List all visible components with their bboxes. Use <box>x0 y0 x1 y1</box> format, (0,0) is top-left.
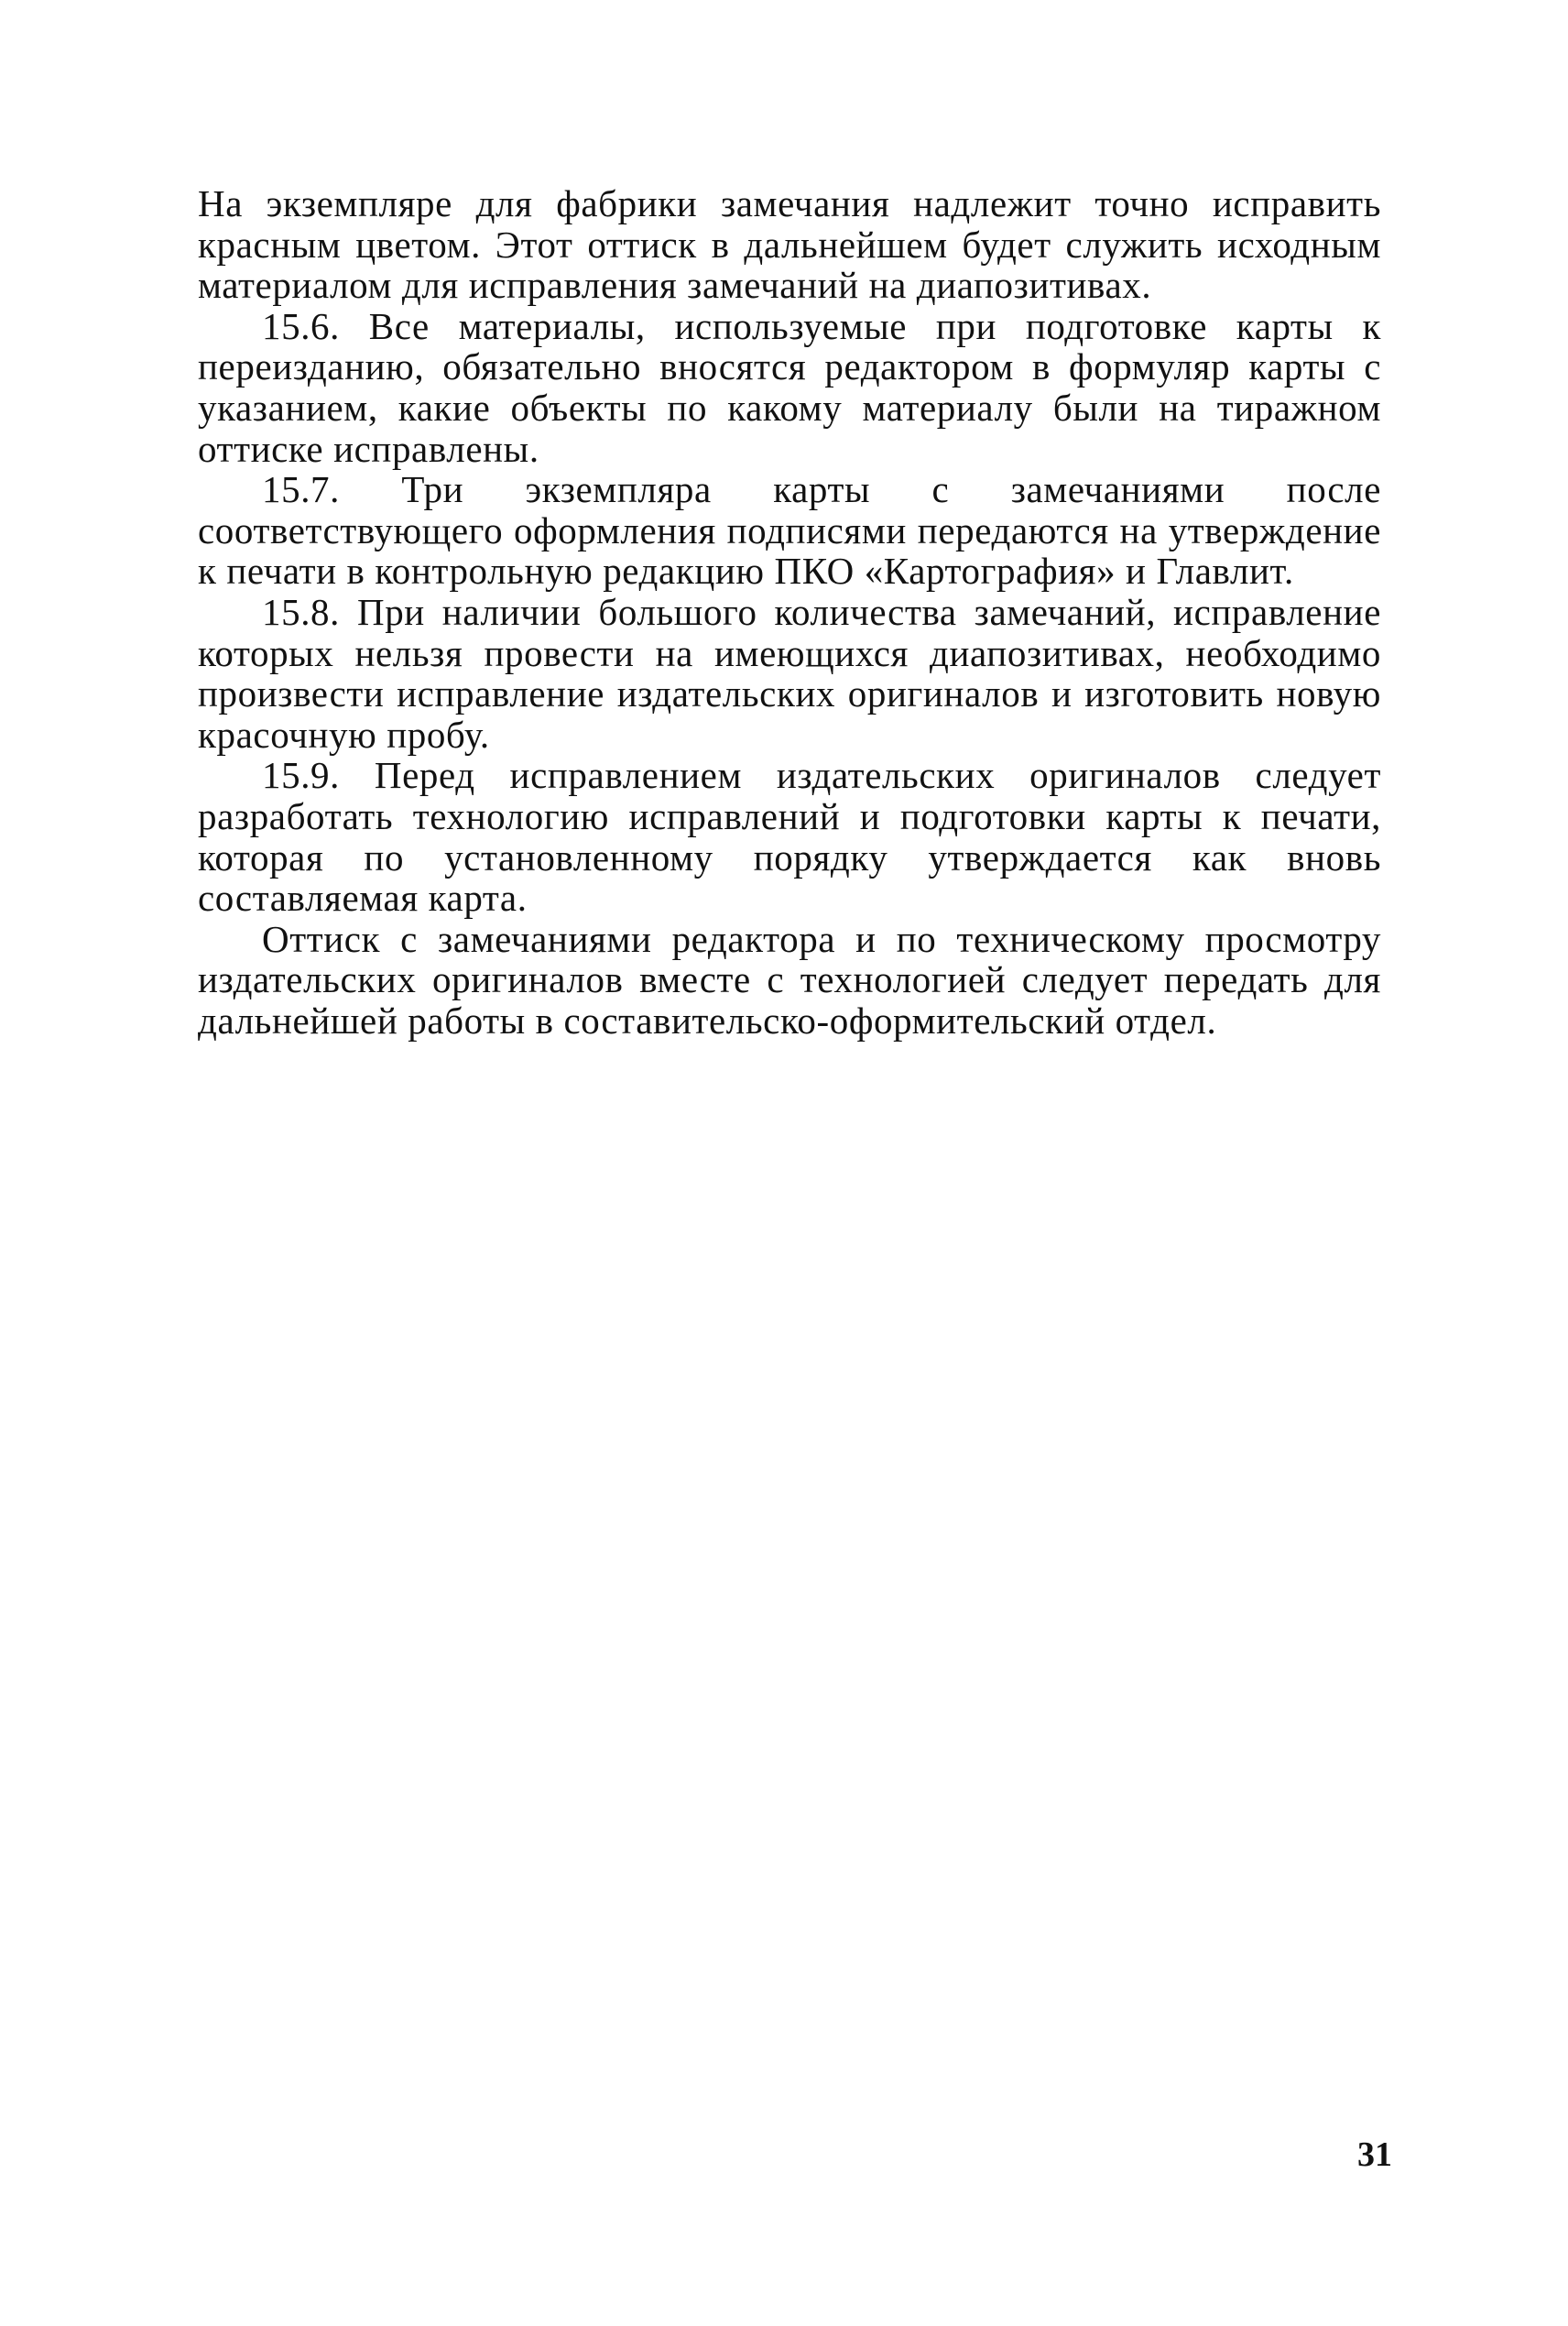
paragraph-intro: На экземпляре для фабрики замечания надлежит точно исправить красным цветом. Этот оттиск в дальнейшем будет служить исходным материалом для исправления замечаний на диапозитивах. <box>198 182 1381 307</box>
paragraph-15-6: 15.6. Все материалы, используемые при подготовке карты к переизданию, обязательно вносятся редактором в формуляр карты с указанием, какие объекты по какому материалу были на тиражном оттиске исправлены. <box>198 304 1381 470</box>
paragraph-closing: Оттиск с замечаниями редактора и по техническому просмотру издательских оригиналов вместе с технологией следует передать для дальнейшей работы в составительско-оформительский отдел. <box>198 917 1381 1042</box>
body-text <box>198 183 1381 1041</box>
page-number: 31 <box>1357 2135 1392 2174</box>
paragraph-15-8: 15.8. При наличии большого количества замечаний, исправление которых нельзя провести на имеющихся диапозитивах, необходимо произвести исправление издательских оригиналов и изготовить новую красочную пробу. <box>198 590 1381 756</box>
paragraph-15-9: 15.9. Перед исправлением издательских оригиналов следует разработать технологию исправлений и подготовки карты к печати, которая по установленному порядку утверждается как вновь составляемая карта. <box>198 754 1381 920</box>
paragraph-15-7: 15.7. Три экземпляра карты с замечаниями после соответствующего оформления подписями передаются на утверждение к печати в контрольную редакцию ПКО «Картография» и Главлит. <box>198 468 1381 593</box>
